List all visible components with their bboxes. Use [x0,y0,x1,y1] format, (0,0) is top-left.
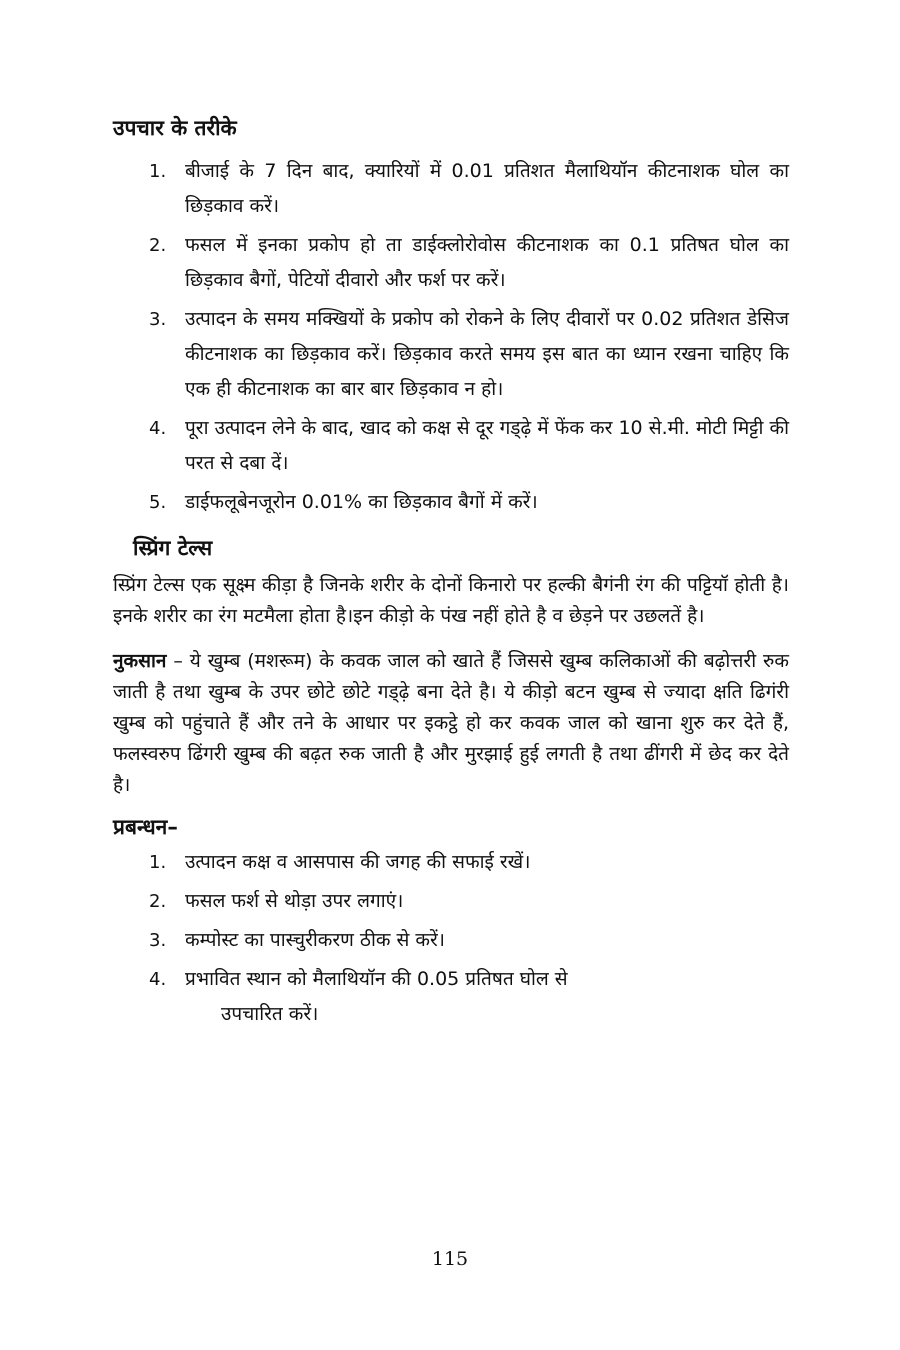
list-item-text: उत्पादन के समय मक्खियों के प्रकोप को रोकने के लिए दीवारों पर 0.02 प्रतिशत डेसिज कीटनाशक का छिड़काव करें। छिड़काव करते समय इस बात का ध्यान रखना चाहिए कि एक ही कीटनाशक का बार बार छिड़काव न हो। [185,308,789,400]
springtails-heading: स्प्रिंग टेल्स [133,536,213,560]
list-number: 2. [149,891,167,912]
list-item [113,228,789,298]
list-item-text: डाईफलूबेनजूरोन 0.01% का छिड़काव बैगों में करें। [185,491,538,513]
list-item [113,154,789,224]
list-item-text [185,962,789,1032]
list-number: 3. [149,309,167,330]
list-number: 4. [149,969,167,990]
page-number: 115 [431,1248,469,1270]
list-item [113,923,789,958]
management-heading: प्रबन्धन– [113,815,178,839]
list-item-text-main: प्रभावित स्थान को मैलाथियॉन की 0.05 प्रतिषत घोल से [185,968,568,990]
damage-text: – ये खुम्ब (मशरूम) के कवक जाल को खाते हैं जिससे खुम्ब कलिकाओं की बढ़ोत्तरी रुक जाती है तथा खुम्ब के उपर छोटे छोटे गड्ढ़े बना देते है। ये कीड़ो बटन खुम्ब से ज्यादा क्षति ढिगंरी खुम्ब को पहुंचाते हैं और तने के आधार पर इकट्ठे हो कर कवक जाल को खाना शुरु कर देते हैं, फलस्वरुप ढिंगरी खुम्ब की बढ़त रुक जाती है और मुरझाई हुई लगती है तथा ढींगरी में छेद कर देते है। [113,650,789,796]
list-item-text: बीजाई के 7 दिन बाद, क्यारियों में 0.01 प्रतिशत मैलाथियॉन कीटनाशक घोल का छिड़काव करें। [185,160,789,217]
list-number: 3. [149,930,167,951]
list-item [113,884,789,919]
list-item-text: कम्पोस्ट का पास्चुरीकरण ठीक से करें। [185,929,445,951]
list-number: 1. [149,161,167,182]
treatment-list [113,154,789,520]
list-item-text: फसल फर्श से थोड़ा उपर लगाएं। [185,890,404,912]
list-number: 2. [149,235,167,256]
treatment-heading: उपचार के तरीके [113,116,237,140]
damage-label: नुकसान [113,650,167,672]
list-item-text: उत्पादन कक्ष व आसपास की जगह की सफाई रखें। [185,851,531,873]
list-item [113,962,789,1032]
list-item-continuation: उपचारित करें। [221,1003,319,1025]
list-item-text: पूरा उत्पादन लेने के बाद, खाद को कक्ष से दूर गड्ढ़े में फेंक कर 10 से.मी. मोटी मिट्टी की परत से दबा दें। [185,417,789,474]
list-item [113,845,789,880]
list-number: 1. [149,852,167,873]
page-content [113,112,789,1036]
list-item [113,411,789,481]
list-number: 5. [149,492,167,513]
springtails-description: स्प्रिंग टेल्स एक सूक्ष्म कीड़ा है जिनके शरीर के दोनों किनारो पर हल्की बैगंनी रंग की पट्टियॉ होती है। इनके शरीर का रंग मटमैला होता है।इन कीड़ो के पंख नहीं होते है व छेड़ने पर उछलतें है। [113,574,789,627]
list-item [113,302,789,407]
list-number: 4. [149,418,167,439]
damage-paragraph [113,646,789,801]
list-item-text: फसल में इनका प्रकोप हो ता डाईक्लोरोवोस कीटनाशक का 0.1 प्रतिषत घोल का छिड़काव बैगों, पेटियों दीवारो और फर्श पर करें। [185,234,789,291]
list-item [113,485,789,520]
management-list [113,845,789,1032]
